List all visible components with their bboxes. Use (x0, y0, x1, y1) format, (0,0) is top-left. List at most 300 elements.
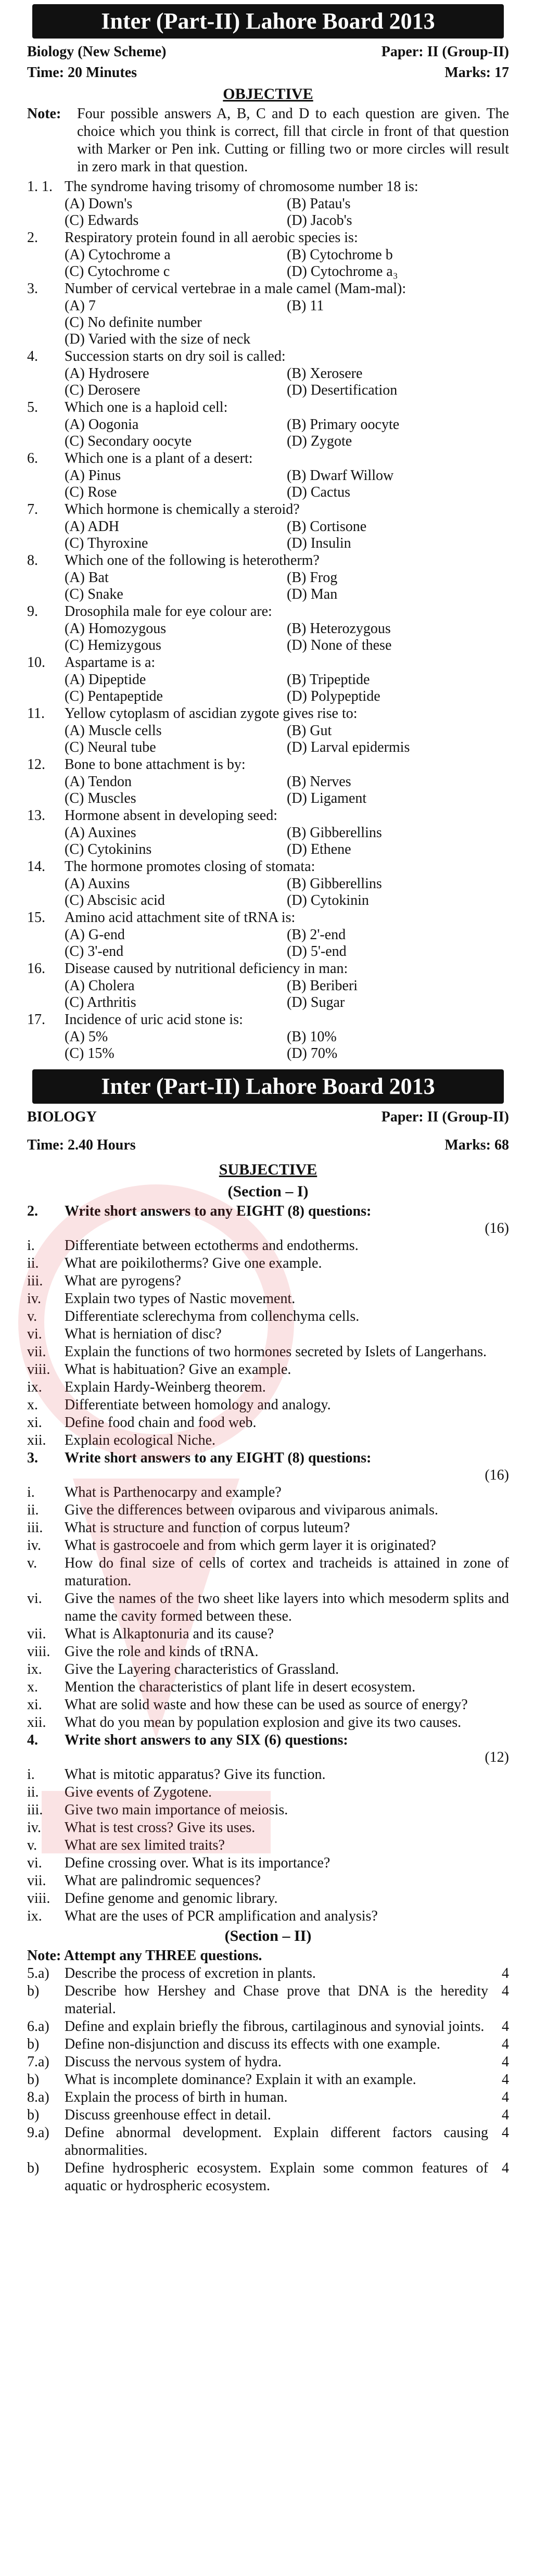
item-roman: ix. (27, 1379, 42, 1395)
mcq-text: The hormone promotes closing of stomata: (65, 858, 315, 875)
mcq-text: Yellow cytoplasm of ascidian zygote gives rise to: (65, 705, 358, 722)
mcq-option: (A) Down's (65, 196, 133, 212)
mcq-options (65, 621, 509, 654)
mcq-options (65, 1029, 509, 1062)
item-text: What are pyrogens? (65, 1273, 181, 1289)
long-question (27, 2036, 509, 2053)
q3-item (27, 1590, 509, 1625)
item-roman: ix. (27, 1908, 42, 1924)
item-roman: xii. (27, 1714, 46, 1731)
item-text: What is herniation of disc? (65, 1326, 222, 1342)
long-marks: 4 (502, 2018, 509, 2035)
mcq-option: (A) Bat (65, 570, 109, 586)
item-roman: viii. (27, 1644, 50, 1660)
mcq-number: 6. (27, 450, 38, 466)
mcq-option: (D) Jacob's (287, 212, 352, 229)
q2-number: 2. (27, 1203, 38, 1219)
mcq-question (27, 654, 509, 672)
mcq-option: (A) 5% (65, 1029, 108, 1045)
mcq-number: 2. (27, 230, 38, 246)
item-roman: i. (27, 1484, 35, 1500)
long-text: Define hydrospheric ecosystem. Explain some common features of aquatic or hydrospheric ecosystem. (65, 2160, 488, 2194)
long-marks: 4 (502, 2125, 509, 2141)
q2-item (27, 1308, 509, 1325)
long-question-list (27, 1965, 509, 2195)
mcq-option: (B) 11 (287, 298, 324, 314)
mcq-option: (C) No definite number (65, 314, 202, 331)
long-text: Describe the process of excretion in plants. (65, 1965, 316, 1981)
mcq-option: (B) Primary oocyte (287, 416, 400, 433)
q2-item (27, 1432, 509, 1449)
mcq-number: 17. (27, 1012, 45, 1028)
item-roman: vi. (27, 1326, 42, 1342)
item-text: What is structure and function of corpus luteum? (65, 1520, 350, 1536)
long-question (27, 1982, 509, 2018)
mcq-options (65, 978, 509, 1011)
paper1-subject: Biology (New Scheme) (27, 44, 167, 60)
q4-item (27, 1854, 509, 1872)
mcq-text: Number of cervical vertebrae in a male camel (Mam-mal): (65, 281, 406, 297)
long-question (27, 2089, 509, 2106)
q2-title: Write short answers to any EIGHT (8) questions: (65, 1203, 372, 1219)
mcq-options (65, 298, 509, 348)
mcq-option: (B) Patau's (287, 196, 351, 212)
question-2-block (27, 1203, 509, 1449)
mcq-option: (B) Gibberellins (287, 825, 382, 841)
mcq-options (65, 876, 509, 909)
mcq-text: Disease caused by nutritional deficiency in man: (65, 961, 348, 977)
paper2-header-row-1 (27, 1107, 509, 1128)
q3-number: 3. (27, 1450, 38, 1466)
item-roman: ii. (27, 1502, 39, 1518)
paper2-subject: BIOLOGY (27, 1109, 97, 1125)
item-roman: xii. (27, 1432, 46, 1448)
mcq-option: (D) Desertification (287, 382, 398, 398)
long-question (27, 2160, 509, 2195)
mcq-number: 15. (27, 910, 45, 926)
q4-title: Write short answers to any SIX (6) questions: (65, 1732, 348, 1748)
item-roman: ii. (27, 1784, 39, 1800)
objective-note (27, 105, 509, 176)
mcq-option: (D) Insulin (287, 535, 351, 551)
paper1-header-row-1 (27, 42, 509, 62)
mcq-option: (C) Edwards (65, 212, 139, 229)
item-roman: iii. (27, 1520, 43, 1536)
paper2-paper: Paper: II (Group-II) (381, 1109, 509, 1125)
mcq-option: (A) Tendon (65, 774, 132, 790)
long-question (27, 2124, 509, 2160)
long-number: 7.a) (27, 2054, 49, 2070)
item-roman: vii. (27, 1344, 46, 1360)
q3-item (27, 1484, 509, 1501)
mcq-number: 8. (27, 552, 38, 569)
mcq-option: (D) Larval epidermis (287, 739, 410, 755)
item-roman: i. (27, 1238, 35, 1254)
mcq-option: (A) Cholera (65, 978, 135, 994)
item-text: Give events of Zygotene. (65, 1784, 212, 1800)
q2-item (27, 1272, 509, 1290)
item-roman: vii. (27, 1873, 46, 1889)
mcq-text: Succession starts on dry soil is called: (65, 348, 286, 364)
q3-item (27, 1643, 509, 1661)
long-marks: 4 (502, 2089, 509, 2105)
q2-marks: (16) (485, 1220, 509, 1236)
mcq-question (27, 603, 509, 621)
mcq-options (65, 519, 509, 552)
mcq-option: (C) Thyroxine (65, 535, 148, 551)
mcq-option: (A) Cytochrome a (65, 247, 171, 263)
item-text: Explain two types of Nastic movement. (65, 1291, 296, 1307)
item-text: What are palindromic sequences? (65, 1873, 261, 1889)
mcq-option: (C) Derosere (65, 382, 141, 398)
mcq-option: (C) Muscles (65, 790, 136, 806)
paper2-header-row-2 (27, 1135, 509, 1156)
mcq-option: (D) None of these (287, 637, 392, 653)
q3-item (27, 1696, 509, 1714)
mcq-question (27, 552, 509, 570)
mcq-option: (C) Cytokinins (65, 841, 152, 857)
q3-item (27, 1714, 509, 1732)
item-text: What is mitotic apparatus? Give its function. (65, 1766, 326, 1783)
long-number: b) (27, 2107, 40, 2123)
item-text: Give the Layering characteristics of Grassland. (65, 1661, 339, 1677)
long-question (27, 1965, 509, 1982)
mcq-option: (A) Dipeptide (65, 672, 146, 688)
item-roman: vii. (27, 1626, 46, 1642)
mcq-text: The syndrome having trisomy of chromosome number 18 is: (65, 179, 418, 195)
mcq-option: (C) 15% (65, 1045, 115, 1062)
mcq-option: (B) Heterozygous (287, 621, 391, 637)
mcq-option: (A) Pinus (65, 468, 121, 484)
mcq-option: (C) Secondary oocyte (65, 433, 192, 449)
long-question (27, 2053, 509, 2071)
note-label: Note: (27, 106, 61, 122)
mcq-list (27, 178, 509, 1062)
question-3-block (27, 1449, 509, 1732)
long-question (27, 2106, 509, 2124)
mcq-number: 11. (27, 705, 45, 722)
paper1-header-row-2 (27, 62, 509, 83)
q2-item (27, 1414, 509, 1432)
mcq-text: Incidence of uric acid stone is: (65, 1012, 243, 1028)
item-text: What is Parthenocarpy and example? (65, 1484, 282, 1500)
mcq-question (27, 348, 509, 365)
item-roman: v. (27, 1837, 37, 1853)
item-text: Give the role and kinds of tRNA. (65, 1644, 259, 1660)
mcq-options (65, 365, 509, 399)
item-text: What is habituation? Give an example. (65, 1361, 291, 1378)
section-2-note (27, 1947, 509, 1965)
long-number: 6.a) (27, 2018, 49, 2035)
mcq-text: Which hormone is chemically a steroid? (65, 501, 300, 517)
q2-item (27, 1361, 509, 1379)
item-roman: iv. (27, 1537, 41, 1554)
item-text: Define food chain and food web. (65, 1415, 257, 1431)
q4-item (27, 1819, 509, 1837)
long-marks: 4 (502, 2160, 509, 2176)
item-roman: iv. (27, 1820, 41, 1836)
mcq-option: (C) Snake (65, 586, 123, 602)
item-text: Define genome and genomic library. (65, 1890, 278, 1906)
mcq-number: 9. (27, 603, 38, 620)
q3-title: Write short answers to any EIGHT (8) questions: (65, 1450, 372, 1466)
q2-item (27, 1290, 509, 1308)
mcq-option: (D) Cactus (287, 484, 351, 500)
mcq-option: (A) 7 (65, 298, 96, 314)
mcq-question (27, 858, 509, 876)
long-number: b) (27, 2160, 40, 2176)
item-text: Differentiate between homology and analogy. (65, 1397, 331, 1413)
mcq-option: (B) Nerves (287, 774, 351, 790)
mcq-question (27, 280, 509, 298)
q3-item (27, 1555, 509, 1590)
long-marks: 4 (502, 2072, 509, 2088)
item-roman: vi. (27, 1590, 42, 1607)
mcq-option: (B) Frog (287, 570, 338, 586)
paper1-marks: Marks: 17 (444, 65, 509, 81)
mcq-option: (D) Man (287, 586, 338, 602)
q3-item (27, 1661, 509, 1678)
q4-item (27, 1784, 509, 1801)
mcq-number: 3. (27, 281, 38, 297)
long-marks: 4 (502, 2036, 509, 2052)
mcq-option: (D) 5'-end (287, 943, 347, 959)
item-text: What do you mean by population explosion and give its two causes. (65, 1714, 462, 1731)
item-text: Explain Hardy-Weinberg theorem. (65, 1379, 266, 1395)
section-1-heading: (Section – I) (227, 1183, 309, 1200)
long-number: 9.a) (27, 2125, 49, 2141)
q4-item (27, 1766, 509, 1784)
q4-item (27, 1837, 509, 1854)
item-roman: v. (27, 1555, 37, 1571)
long-number: b) (27, 1983, 40, 1999)
mcq-number: 13. (27, 807, 45, 824)
long-marks: 4 (502, 2054, 509, 2070)
objective-heading: OBJECTIVE (223, 85, 313, 103)
item-text: Give the names of the two sheet like layers into which mesoderm splits and name the cavity formed between these. (65, 1590, 509, 1624)
item-roman: x. (27, 1397, 38, 1413)
mcq-option: (C) Abscisic acid (65, 892, 165, 908)
item-text: What is test cross? Give its uses. (65, 1820, 256, 1836)
mcq-options (65, 416, 509, 450)
mcq-number: 16. (27, 961, 45, 977)
mcq-option: (B) Dwarf Willow (287, 468, 394, 484)
section-2-heading: (Section – II) (224, 1927, 312, 1944)
mcq-option: (C) Arthritis (65, 994, 136, 1011)
item-text: What is gastrocoele and from which germ layer it is originated? (65, 1537, 436, 1554)
q4-item (27, 1890, 509, 1908)
mcq-option (287, 331, 509, 348)
item-roman: i. (27, 1766, 35, 1783)
q2-item (27, 1379, 509, 1396)
mcq-option: (C) 3'-end (65, 943, 124, 959)
item-roman: iii. (27, 1273, 43, 1289)
mcq-option: (B) 10% (287, 1029, 337, 1045)
item-roman: x. (27, 1679, 38, 1695)
mcq-options (65, 672, 509, 705)
mcq-option: (C) Rose (65, 484, 117, 500)
long-text: Explain the process of birth in human. (65, 2089, 288, 2105)
mcq-option: (A) G-end (65, 927, 125, 943)
q4-item (27, 1801, 509, 1819)
mcq-question (27, 229, 509, 247)
item-text: What are poikilotherms? Give one example. (65, 1255, 322, 1271)
mcq-option: (D) Ligament (287, 790, 367, 806)
mcq-options (65, 196, 509, 229)
item-text: Differentiate between ectotherms and endotherms. (65, 1238, 359, 1254)
q2-item (27, 1396, 509, 1414)
long-text: Define and explain briefly the fibrous, cartilaginous and synovial joints. (65, 2018, 485, 2035)
mcq-question (27, 807, 509, 825)
mcq-option: (A) ADH (65, 519, 119, 535)
mcq-option: (B) Gut (287, 723, 332, 739)
paper1-time: Time: 20 Minutes (27, 65, 137, 81)
item-roman: v. (27, 1308, 37, 1324)
mcq-option: (A) Homozygous (65, 621, 167, 637)
item-text: Mention the characteristics of plant life in desert ecosystem. (65, 1679, 416, 1695)
mcq-number: 7. (27, 501, 38, 517)
long-text: Discuss greenhouse effect in detail. (65, 2107, 271, 2123)
item-text: What are the uses of PCR amplification and analysis? (65, 1908, 378, 1924)
item-text: Explain the functions of two hormones secreted by Islets of Langerhans. (65, 1344, 487, 1360)
mcq-text: Hormone absent in developing seed: (65, 807, 278, 824)
mcq-option: (D) Ethene (287, 841, 351, 857)
q4-heading (27, 1732, 509, 1749)
q3-marks: (16) (485, 1467, 509, 1483)
mcq-option: (A) Hydrosere (65, 365, 149, 382)
q2-item (27, 1237, 509, 1255)
mcq-question (27, 1011, 509, 1029)
mcq-question (27, 705, 509, 723)
mcq-option: (A) Auxins (65, 876, 130, 892)
mcq-text: Aspartame is a: (65, 654, 156, 671)
mcq-question (27, 178, 509, 196)
mcq-option: (D) Cytokinin (287, 892, 369, 908)
mcq-option: (C) Pentapeptide (65, 688, 163, 704)
long-text: Discuss the nervous system of hydra. (65, 2054, 282, 2070)
item-text: Differentiate sclerechyma from collenchyma cells. (65, 1308, 360, 1324)
mcq-text: Which one is a haploid cell: (65, 399, 228, 415)
long-marks: 4 (502, 1983, 509, 1999)
q4-item (27, 1872, 509, 1890)
mcq-option: (B) Cortisone (287, 519, 367, 535)
q2-item (27, 1343, 509, 1361)
paper2-marks: Marks: 68 (444, 1137, 509, 1153)
mcq-option: (D) Cytochrome a₃ (287, 263, 398, 280)
mcq-question (27, 960, 509, 978)
mcq-option: (B) Tripeptide (287, 672, 370, 688)
mcq-text: Which one of the following is heterotherm? (65, 552, 320, 569)
item-text: What are solid waste and how these can be used as source of energy? (65, 1697, 468, 1713)
q3-item (27, 1519, 509, 1537)
mcq-number: 5. (27, 399, 38, 415)
mcq-option: (D) Varied with the size of neck (65, 331, 251, 347)
item-roman: ii. (27, 1255, 39, 1271)
mcq-text: Amino acid attachment site of tRNA is: (65, 910, 296, 926)
mcq-option: (C) Cytochrome c (65, 263, 170, 280)
mcq-number: 14. (27, 858, 45, 875)
mcq-option: (D) 70% (287, 1045, 338, 1062)
item-roman: vi. (27, 1855, 42, 1871)
q4-item (27, 1908, 509, 1925)
question-4-block (27, 1732, 509, 1925)
long-number: b) (27, 2036, 40, 2052)
paper1-banner: Inter (Part-II) Lahore Board 2013 (32, 4, 504, 39)
q3-item (27, 1501, 509, 1519)
item-roman: iv. (27, 1291, 41, 1307)
item-roman: ix. (27, 1661, 42, 1677)
mcq-option: (D) Sugar (287, 994, 345, 1011)
item-text: Explain ecological Niche. (65, 1432, 215, 1448)
paper1-paper: Paper: II (Group-II) (381, 44, 509, 60)
mcq-option: (C) Hemizygous (65, 637, 161, 653)
long-text: What is incomplete dominance? Explain it with an example. (65, 2072, 416, 2088)
q2-item (27, 1325, 509, 1343)
item-roman: viii. (27, 1890, 50, 1906)
paper2-banner: Inter (Part-II) Lahore Board 2013 (32, 1069, 504, 1104)
q2-item (27, 1255, 509, 1272)
paper2-time: Time: 2.40 Hours (27, 1137, 136, 1153)
mcq-number: 1. 1. (27, 179, 53, 195)
section-2-note-text: Note: Attempt any THREE questions. (27, 1948, 262, 1964)
item-text: Give two main importance of meiosis. (65, 1802, 288, 1818)
note-text: Four possible answers A, B, C and D to each question are given. The choice which you think is correct, fill that circle in front of that question with Marker or Pen ink. Cutting or filling two or more circles will result in zero mark in that question. (77, 106, 509, 175)
mcq-option (287, 314, 509, 331)
mcq-option: (D) Zygote (287, 433, 352, 449)
long-text: Define abnormal development. Explain different factors causing abnormalities. (65, 2125, 488, 2158)
long-number: 8.a) (27, 2089, 49, 2105)
q4-marks: (12) (485, 1749, 509, 1765)
mcq-text: Bone to bone attachment is by: (65, 756, 246, 773)
mcq-question (27, 909, 509, 927)
mcq-option: (B) Xerosere (287, 365, 363, 382)
mcq-text: Drosophila male for eye colour are: (65, 603, 272, 620)
item-text: What are sex limited traits? (65, 1837, 225, 1853)
mcq-question (27, 756, 509, 774)
long-text: Describe how Hershey and Chase prove that DNA is the heredity material. (65, 1983, 488, 2017)
q2-heading (27, 1203, 509, 1220)
mcq-option: (B) 2'-end (287, 927, 346, 943)
mcq-number: 12. (27, 756, 45, 773)
mcq-options (65, 468, 509, 501)
mcq-text: Respiratory protein found in all aerobic species is: (65, 230, 358, 246)
long-marks: 4 (502, 1965, 509, 1981)
item-text: Define crossing over. What is its importance? (65, 1855, 330, 1871)
mcq-number: 4. (27, 348, 38, 364)
mcq-option: (A) Oogonia (65, 416, 139, 433)
item-roman: viii. (27, 1361, 50, 1378)
q4-number: 4. (27, 1732, 38, 1748)
mcq-option: (C) Neural tube (65, 739, 156, 755)
long-question (27, 2018, 509, 2036)
mcq-option: (A) Muscle cells (65, 723, 162, 739)
mcq-question (27, 399, 509, 416)
long-number: b) (27, 2072, 40, 2088)
item-text: Give the differences between oviparous and viviparous animals. (65, 1502, 438, 1518)
mcq-option: (B) Beriberi (287, 978, 358, 994)
long-text: Define non-disjunction and discuss its effects with one example. (65, 2036, 440, 2052)
mcq-options (65, 570, 509, 603)
mcq-options (65, 825, 509, 858)
mcq-option: (B) Cytochrome b (287, 247, 393, 263)
subjective-heading: SUBJECTIVE (219, 1161, 317, 1178)
mcq-option: (D) Polypeptide (287, 688, 380, 704)
mcq-question (27, 450, 509, 468)
q3-heading (27, 1449, 509, 1467)
item-roman: xi. (27, 1415, 42, 1431)
long-question (27, 2071, 509, 2089)
mcq-options (65, 774, 509, 807)
